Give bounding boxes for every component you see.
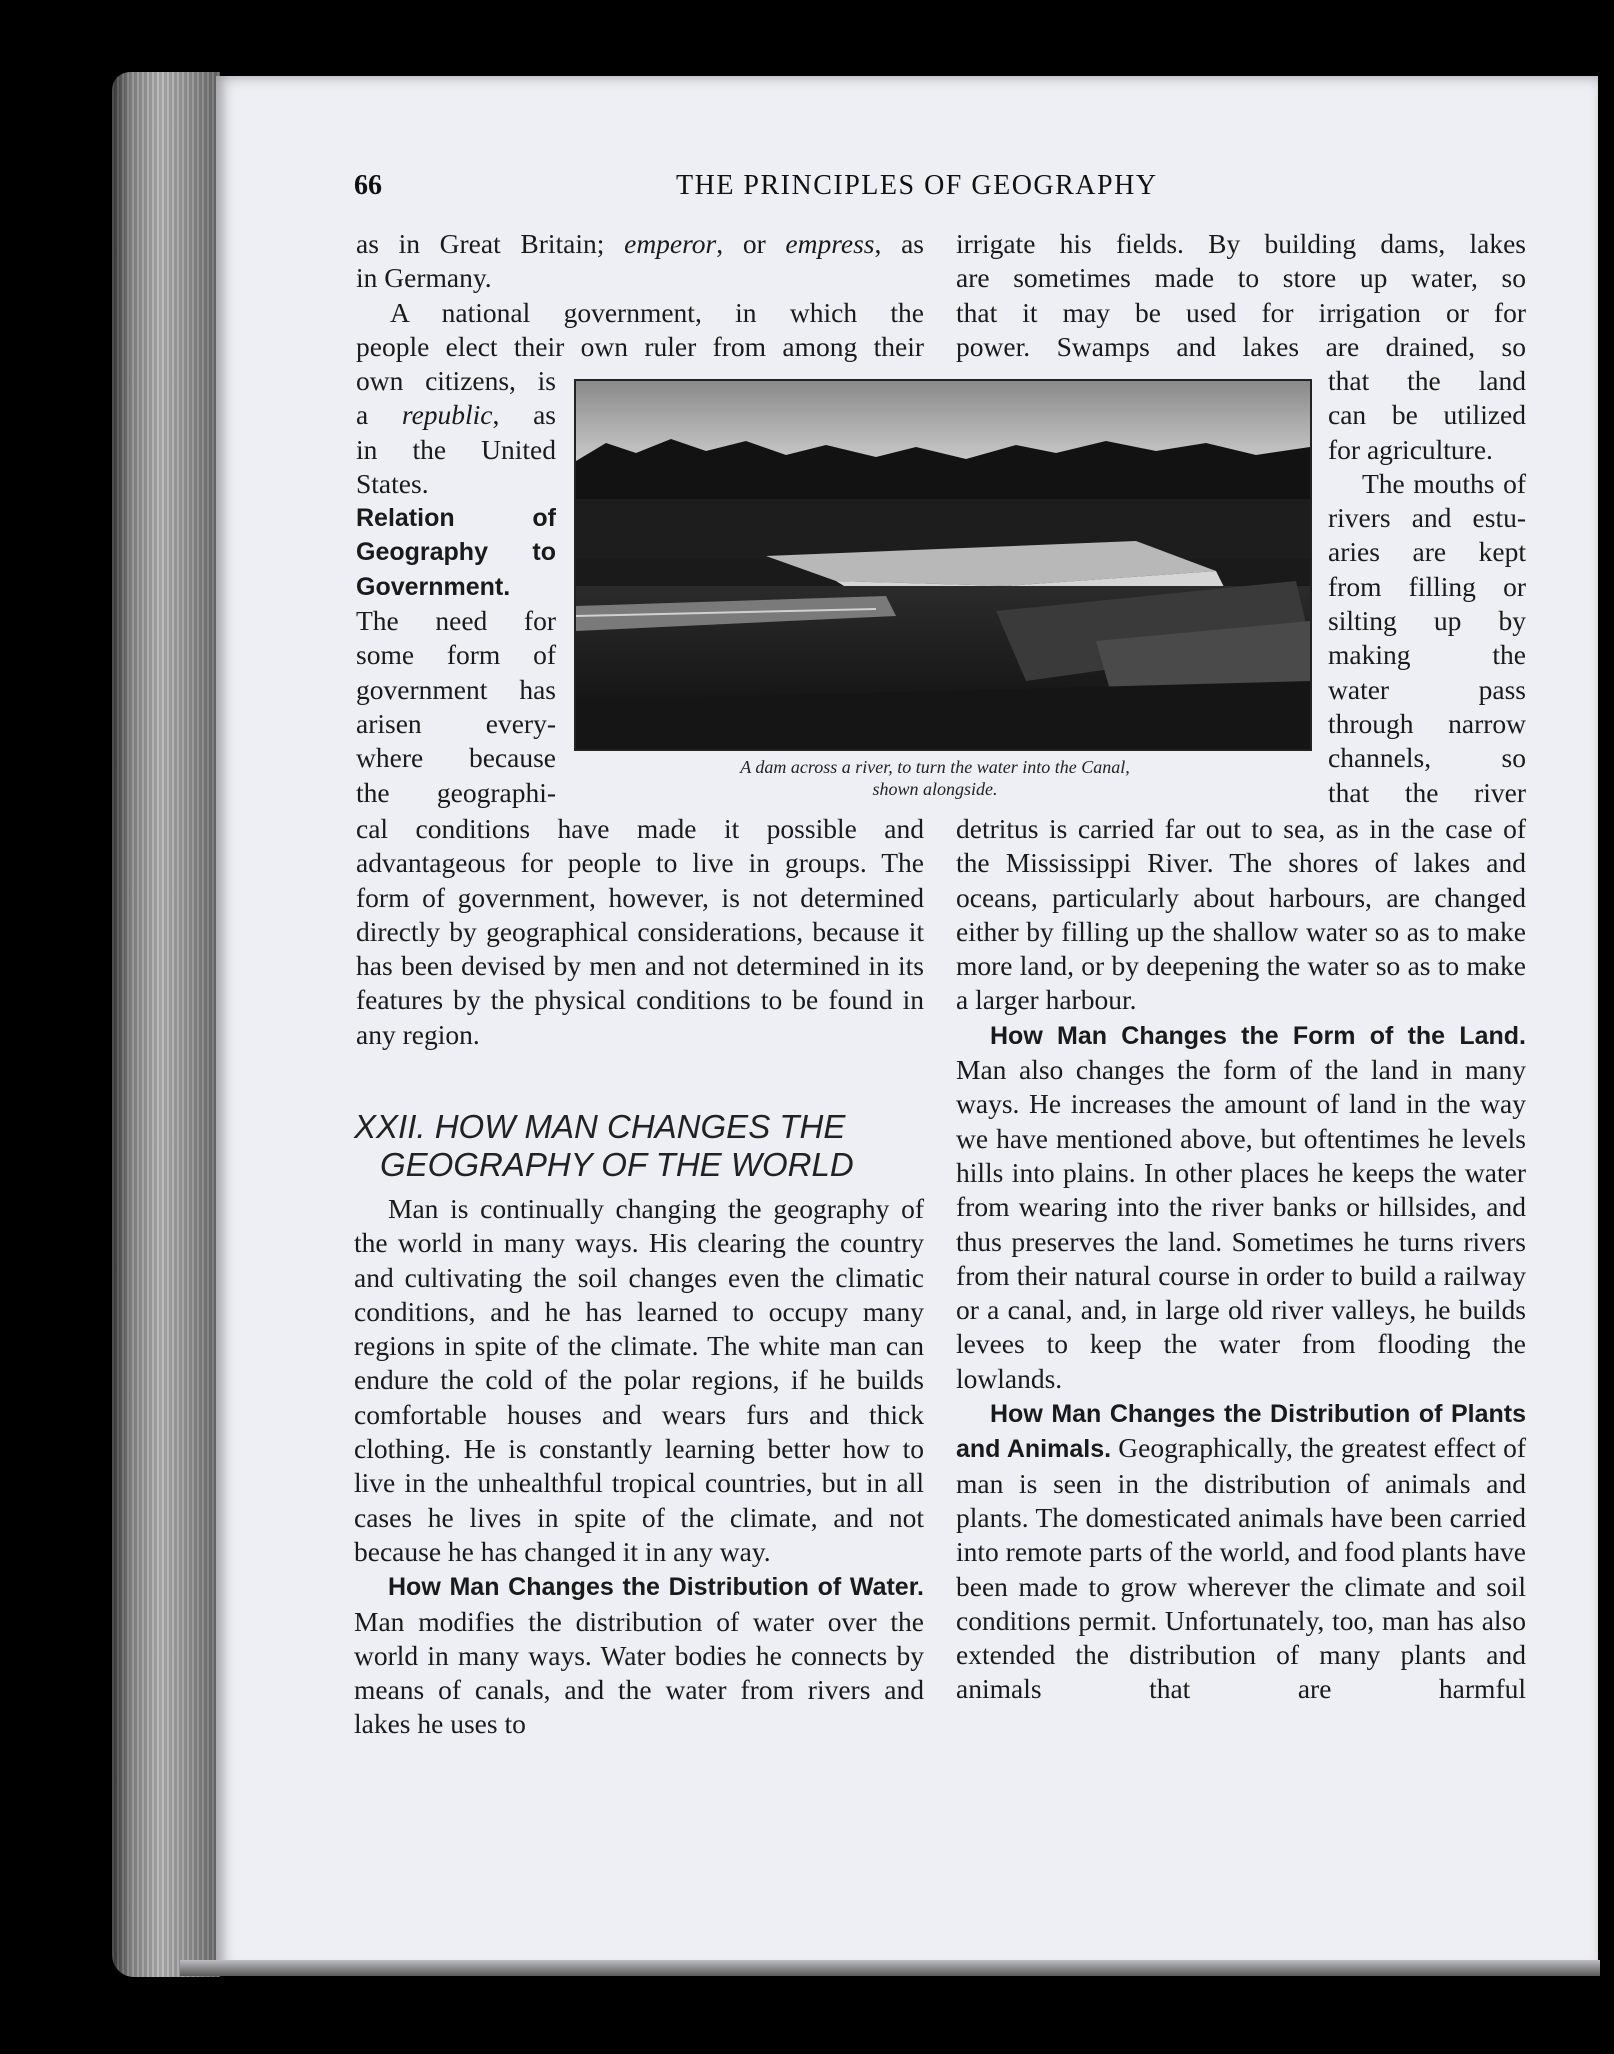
text-line: that the river [1328,776,1526,808]
text-line: that it may be used for irrigation or for [956,296,1526,328]
text-line: through narrow [1328,707,1526,739]
left-column-below [356,812,924,1052]
paragraph-plants [956,1396,1526,1707]
text-line: rivers and estu- [1328,502,1526,534]
text-line: arisen every- [356,707,556,739]
text-line: making the [1328,639,1526,671]
chapter-heading-line: GEOGRAPHY OF THE WORLD [380,1146,854,1183]
text-line: water pass [1328,673,1526,705]
text-line: people elect their own ruler from among their [356,330,924,362]
figure-caption [590,756,1280,800]
text-line: own citizens, is [356,365,556,396]
dam-photograph [574,379,1312,751]
paragraph-water [354,1569,924,1741]
right-column-top [956,227,1526,364]
section-heading-relation: Geography to [356,538,556,567]
text-line: aries are kept [1328,536,1526,568]
section-heading-relation: Government. [356,572,511,601]
text-line: government has [356,673,556,705]
text-line: The need for [356,605,556,637]
chapter-heading [354,1108,924,1184]
text-line: channels, so [1328,742,1526,774]
text-line: where because [356,742,556,774]
chapter-body [354,1192,924,1742]
page-number: 66 [354,170,382,201]
right-wrap-column [1328,364,1526,810]
paragraph: Man is continually changing the geography of the world in many ways. His clearing the country and cultivating the soil changes even the climatic conditions, and he has learned to occupy many regions in spite of the climate. The white man can endure the cold of the polar regions, if he builds comfortable houses and wears furs and thick clothing. He is constantly learning better how to live in the unhealthful tropical countries, but in all cases he lives in spite of the climate, and not because he has changed it in any way. [354,1193,924,1567]
page-bottom-edge [180,1960,1600,1976]
text-line: in the United [356,433,556,465]
paragraph-text: Geographically, the greatest effect of man is seen in the distribution of animals and plants. The domesticated animals have been carried into remote parts of the world, and food plants have been made to grow wherever the climate and soil conditions permit. Unfortunately, too, man has also extended the distribution of many plants and animals that are harmful [956,1432,1526,1705]
text-line: for agriculture. [1328,433,1493,465]
text-line: A national government, in which the [390,296,924,328]
text-line: silting up by [1328,605,1526,637]
text-line: that the land [1328,365,1526,396]
text-line: in Germany. [356,262,492,294]
text-line: are sometimes made to store up water, so [956,262,1526,294]
left-column-top [356,227,924,364]
text-line: irrigate his fields. By building dams, lakes [956,228,1526,259]
chapter-heading-line: XXII. HOW MAN CHANGES THE [354,1108,846,1145]
text-line: a republic, as [356,399,556,431]
section-heading-land: How Man Changes the Form of the Land. [990,1021,1526,1050]
paragraph: detritus is carried far out to sea, as in the case of the Mississippi River. The shores of lakes and oceans, particularly about harbours, are changed either by filling up the shallow water so as to make more land, or by deepening the water so as to make a larger harbour. [956,813,1526,1016]
caption-line: A dam across a river, to turn the water into the Canal, [740,757,1130,777]
text-line: as in Great Britain; emperor, or empress, as [356,228,924,259]
caption-line: shown alongside. [872,779,998,799]
paragraph: cal conditions have made it possible and advantageous for people to live in groups. The form of government, however, is not determined directly by geographical considerations, because it has been devised by men and not determined in its features by the physical conditions to be found in any region. [356,813,924,1050]
book-spine [112,72,220,1977]
paragraph-land [956,1018,1526,1396]
right-column-below [956,812,1526,1707]
paragraph-text: Man also changes the form of the land in many ways. He increases the amount of land in the way we have mentioned above, but oftentimes he levels hills into plains. In other places he keeps the water from wearing into the river banks or hillsides, and thus preserves the land. Sometimes he turns rivers from their natural course in order to build a railway or a canal, and, in large old river valleys, he builds levees to keep the water from flooding the lowlands. [956,1054,1526,1394]
text-line: The mouths of [1362,467,1526,499]
text-line: some form of [356,639,556,671]
page-header [354,170,1216,210]
section-heading-plants: How Man Changes the Distribution of Plants and Animals. [956,1400,1526,1464]
text-line: the geographi- [356,776,556,808]
section-heading-relation: Relation of [356,504,556,533]
text-line: power. Swamps and lakes are drained, so [956,330,1526,362]
section-heading-water: How Man Changes the Distribution of Water. [388,1573,924,1602]
paragraph-text: Man modifies the distribution of water over the world in many ways. Water bodies he connects by means of canals, and the water from rivers and lakes he uses to [354,1605,924,1740]
left-wrap-column [356,364,556,810]
text-line: from filling or [1328,570,1526,602]
running-title: THE PRINCIPLES OF GEOGRAPHY [676,170,1158,201]
text-line: can be utilized [1328,399,1526,431]
text-line: States. [356,467,429,499]
